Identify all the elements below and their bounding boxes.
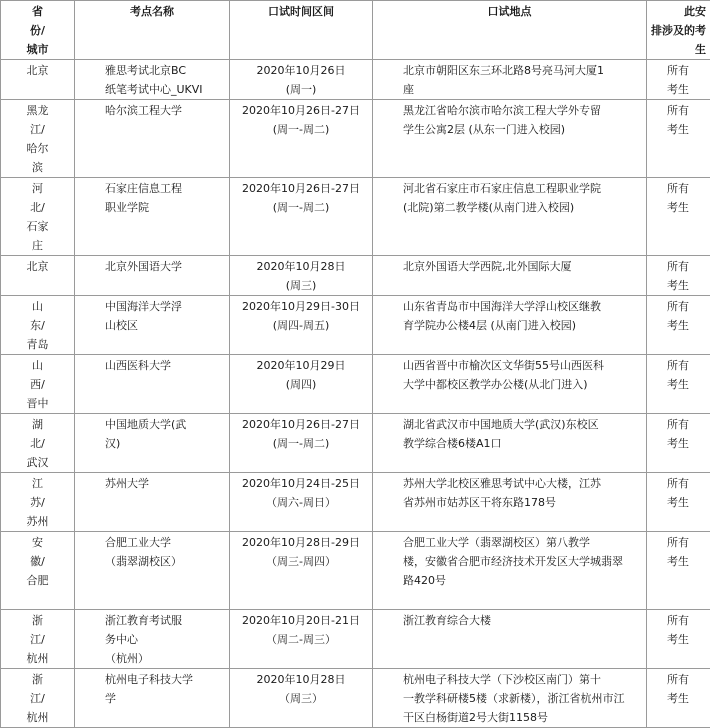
- table-row: [1, 178, 710, 256]
- table-row: [1, 256, 710, 296]
- address-cell: [373, 473, 647, 532]
- region-cell: [1, 532, 75, 610]
- time-cell-line: （周三-周四）: [234, 552, 368, 571]
- time-cell-line: （周六-周日）: [234, 493, 368, 512]
- candidates-cell: [647, 414, 710, 473]
- venue-cell-line: 务中心: [105, 630, 225, 649]
- candidates-cell: [647, 296, 710, 355]
- header-period: 口试时间区间: [230, 1, 373, 60]
- venue-cell: [75, 532, 230, 610]
- candidates-cell-line: 考生: [667, 198, 706, 217]
- candidates-cell-line: 考生: [667, 493, 706, 512]
- candidates-cell-line: 考生: [667, 689, 706, 708]
- address-cell-line: 山东省青岛市中国海洋大学浮山校区继教: [403, 297, 642, 316]
- venue-cell-line: 中国海洋大学浮: [105, 297, 225, 316]
- region-cell-line: 东/: [3, 316, 72, 335]
- time-cell: [230, 610, 373, 669]
- region-cell: [1, 669, 75, 728]
- time-cell-line: (周一-周二): [234, 120, 368, 139]
- time-cell-line: (周四): [234, 375, 368, 394]
- address-cell-line: 山西省晋中市榆次区文华街55号山西医科: [403, 356, 642, 375]
- region-cell-line: 北/: [3, 198, 72, 217]
- venue-cell-line: 雅思考试北京BC: [105, 61, 225, 80]
- region-cell: [1, 100, 75, 178]
- candidates-cell: [647, 532, 710, 610]
- region-cell: [1, 610, 75, 669]
- region-cell: [1, 256, 75, 296]
- candidates-cell-line: 所有: [667, 670, 706, 689]
- address-cell: [373, 610, 647, 669]
- venue-cell: [75, 669, 230, 728]
- time-cell: [230, 100, 373, 178]
- table-row: [1, 355, 710, 414]
- venue-cell: [75, 60, 230, 100]
- region-cell: [1, 355, 75, 414]
- venue-cell-line: （翡翠湖校区）: [105, 552, 225, 571]
- region-cell-line: 山: [3, 356, 72, 375]
- address-cell-line: 河北省石家庄市石家庄信息工程职业学院: [403, 179, 642, 198]
- region-cell-line: 安: [3, 533, 72, 552]
- region-cell: [1, 414, 75, 473]
- venue-cell-line: 山校区: [105, 316, 225, 335]
- time-cell-line: 2020年10月20日-21日: [234, 611, 368, 630]
- candidates-cell-line: 所有: [667, 61, 706, 80]
- venue-cell-line: 学: [105, 689, 225, 708]
- time-cell: [230, 60, 373, 100]
- region-cell-line: 武汉: [3, 453, 72, 472]
- region-cell-line: 江/: [3, 689, 72, 708]
- time-cell-line: 2020年10月26日: [234, 61, 368, 80]
- header-region: 省 份/ 城市: [1, 1, 75, 60]
- time-cell-line: 2020年10月28日: [234, 670, 368, 689]
- address-cell-line: 苏州大学北校区雅思考试中心大楼，江苏: [403, 474, 642, 493]
- candidates-cell-line: 考生: [667, 434, 706, 453]
- time-cell-line: 2020年10月24日-25日: [234, 474, 368, 493]
- region-cell-line: 河: [3, 179, 72, 198]
- region-cell-line: 江/: [3, 120, 72, 139]
- candidates-cell-line: 考生: [667, 630, 706, 649]
- region-cell-line: 苏/: [3, 493, 72, 512]
- address-cell-line: 一教学科研楼5楼（求新楼），浙江省杭州市江: [403, 689, 642, 708]
- candidates-cell: [647, 669, 710, 728]
- candidates-cell-line: 所有: [667, 415, 706, 434]
- time-cell-line: 2020年10月26日-27日: [234, 179, 368, 198]
- table-row: [1, 610, 710, 669]
- address-cell-line: 北京市朝阳区东三环北路8号亮马河大厦1: [403, 61, 642, 80]
- candidates-cell-line: 考生: [667, 375, 706, 394]
- address-cell: [373, 256, 647, 296]
- candidates-cell: [647, 100, 710, 178]
- venue-cell: [75, 256, 230, 296]
- time-cell-line: （周二-周三）: [234, 630, 368, 649]
- table-row: [1, 669, 710, 728]
- time-cell-line: 2020年10月28日-29日: [234, 533, 368, 552]
- venue-cell-line: 职业学院: [105, 198, 225, 217]
- candidates-cell-line: 所有: [667, 179, 706, 198]
- address-cell-line: 座: [403, 80, 642, 99]
- header-candidates: 此安 排涉及的考 生: [647, 1, 710, 60]
- region-cell-line: 北京: [3, 61, 72, 80]
- address-cell-line: 楼，安徽省合肥市经济技术开发区大学城翡翠: [403, 552, 642, 571]
- address-cell-line: 省苏州市姑苏区干将东路178号: [403, 493, 642, 512]
- region-cell-line: 山: [3, 297, 72, 316]
- region-cell: [1, 60, 75, 100]
- region-cell-line: 庄: [3, 236, 72, 255]
- header-row: [1, 1, 710, 60]
- region-cell-line: 苏州: [3, 512, 72, 531]
- venue-cell-line: 合肥工业大学: [105, 533, 225, 552]
- region-cell: [1, 296, 75, 355]
- candidates-cell-line: 考生: [667, 316, 706, 335]
- table-row: [1, 414, 710, 473]
- region-cell-line: 杭州: [3, 708, 72, 727]
- table-row: [1, 296, 710, 355]
- candidates-cell-line: 所有: [667, 257, 706, 276]
- venue-cell-line: 山西医科大学: [105, 356, 225, 375]
- time-cell-line: 2020年10月28日: [234, 257, 368, 276]
- candidates-cell-line: 考生: [667, 276, 706, 295]
- address-cell: [373, 355, 647, 414]
- venue-cell-line: 苏州大学: [105, 474, 225, 493]
- table-row: [1, 100, 710, 178]
- address-cell-line: 路420号: [403, 571, 642, 590]
- address-cell-line: 浙江教育综合大楼: [403, 611, 642, 630]
- region-cell-line: 石家: [3, 217, 72, 236]
- header-venue: 考点名称: [75, 1, 230, 60]
- table-body: [1, 60, 710, 728]
- candidates-cell-line: 所有: [667, 297, 706, 316]
- candidates-cell: [647, 610, 710, 669]
- address-cell-line: 干区白杨街道2号大街1158号: [403, 708, 642, 727]
- region-cell-line: 北/: [3, 434, 72, 453]
- region-cell-line: 晋中: [3, 394, 72, 413]
- address-cell-line: 黑龙江省哈尔滨市哈尔滨工程大学外专留: [403, 101, 642, 120]
- region-cell-line: 徽/: [3, 552, 72, 571]
- time-cell: [230, 414, 373, 473]
- address-cell: [373, 100, 647, 178]
- table-row: [1, 60, 710, 100]
- time-cell: [230, 355, 373, 414]
- venue-cell: [75, 296, 230, 355]
- venue-cell: [75, 610, 230, 669]
- region-cell-line: 滨: [3, 158, 72, 177]
- region-cell-line: 黑龙: [3, 101, 72, 120]
- time-cell-line: 2020年10月29日: [234, 356, 368, 375]
- venue-cell: [75, 100, 230, 178]
- time-cell-line: (周一): [234, 80, 368, 99]
- time-cell-line: 2020年10月26日-27日: [234, 415, 368, 434]
- time-cell-line: (周四-周五): [234, 316, 368, 335]
- candidates-cell: [647, 60, 710, 100]
- venue-cell-line: 汉): [105, 434, 225, 453]
- region-cell-line: 江: [3, 474, 72, 493]
- region-cell-line: 杭州: [3, 649, 72, 668]
- address-cell-line: (北院)第二教学楼(从南门进入校园): [403, 198, 642, 217]
- address-cell: [373, 60, 647, 100]
- address-cell: [373, 178, 647, 256]
- candidates-cell-line: 所有: [667, 474, 706, 493]
- region-cell-line: 浙: [3, 611, 72, 630]
- address-cell-line: 合肥工业大学（翡翠湖校区）第八教学: [403, 533, 642, 552]
- candidates-cell-line: 考生: [667, 552, 706, 571]
- region-cell-line: 浙: [3, 670, 72, 689]
- region-cell: [1, 473, 75, 532]
- address-cell-line: 大学中都校区教学办公楼(从北门进入): [403, 375, 642, 394]
- candidates-cell: [647, 473, 710, 532]
- venue-cell-line: 杭州电子科技大学: [105, 670, 225, 689]
- region-cell-line: 西/: [3, 375, 72, 394]
- table-row: [1, 473, 710, 532]
- time-cell: [230, 256, 373, 296]
- region-cell-line: 哈尔: [3, 139, 72, 158]
- candidates-cell-line: 考生: [667, 80, 706, 99]
- candidates-cell-line: 所有: [667, 533, 706, 552]
- region-cell-line: 湖: [3, 415, 72, 434]
- time-cell-line: (周一-周二): [234, 198, 368, 217]
- time-cell-line: (周三): [234, 276, 368, 295]
- venue-cell: [75, 178, 230, 256]
- region-cell: [1, 178, 75, 256]
- time-cell: [230, 178, 373, 256]
- address-cell-line: 教学综合楼6楼A1口: [403, 434, 642, 453]
- table-row: [1, 532, 710, 610]
- region-cell-line: 合肥: [3, 571, 72, 590]
- candidates-cell-line: 所有: [667, 101, 706, 120]
- address-cell-line: 北京外国语大学西院,北外国际大厦: [403, 257, 642, 276]
- time-cell: [230, 532, 373, 610]
- address-cell-line: 杭州电子科技大学（下沙校区南门）第十: [403, 670, 642, 689]
- venue-cell-line: 中国地质大学(武: [105, 415, 225, 434]
- venue-cell-line: 哈尔滨工程大学: [105, 101, 225, 120]
- candidates-cell: [647, 178, 710, 256]
- address-cell: [373, 414, 647, 473]
- venue-cell-line: 北京外国语大学: [105, 257, 225, 276]
- venue-cell: [75, 414, 230, 473]
- time-cell: [230, 669, 373, 728]
- candidates-cell-line: 所有: [667, 356, 706, 375]
- address-cell: [373, 532, 647, 610]
- region-cell-line: 北京: [3, 257, 72, 276]
- time-cell-line: （周三）: [234, 689, 368, 708]
- address-cell-line: 学生公寓2层 (从东一门进入校园): [403, 120, 642, 139]
- venue-cell-line: 纸笔考试中心_UKVI: [105, 80, 225, 99]
- candidates-cell-line: 所有: [667, 611, 706, 630]
- time-cell-line: 2020年10月29日-30日: [234, 297, 368, 316]
- address-cell: [373, 296, 647, 355]
- venue-cell-line: （杭州）: [105, 649, 225, 668]
- venue-cell-line: 石家庄信息工程: [105, 179, 225, 198]
- candidates-cell: [647, 256, 710, 296]
- time-cell-line: (周一-周二): [234, 434, 368, 453]
- region-cell-line: 江/: [3, 630, 72, 649]
- venue-cell-line: 浙江教育考试服: [105, 611, 225, 630]
- address-cell: [373, 669, 647, 728]
- address-cell-line: 育学院办公楼4层 (从南门进入校园): [403, 316, 642, 335]
- address-cell-line: 湖北省武汉市中国地质大学(武汉)东校区: [403, 415, 642, 434]
- time-cell-line: 2020年10月26日-27日: [234, 101, 368, 120]
- header-location: 口试地点: [373, 1, 647, 60]
- venue-cell: [75, 355, 230, 414]
- venue-cell: [75, 473, 230, 532]
- candidates-cell: [647, 355, 710, 414]
- time-cell: [230, 473, 373, 532]
- time-cell: [230, 296, 373, 355]
- candidates-cell-line: 考生: [667, 120, 706, 139]
- region-cell-line: 青岛: [3, 335, 72, 354]
